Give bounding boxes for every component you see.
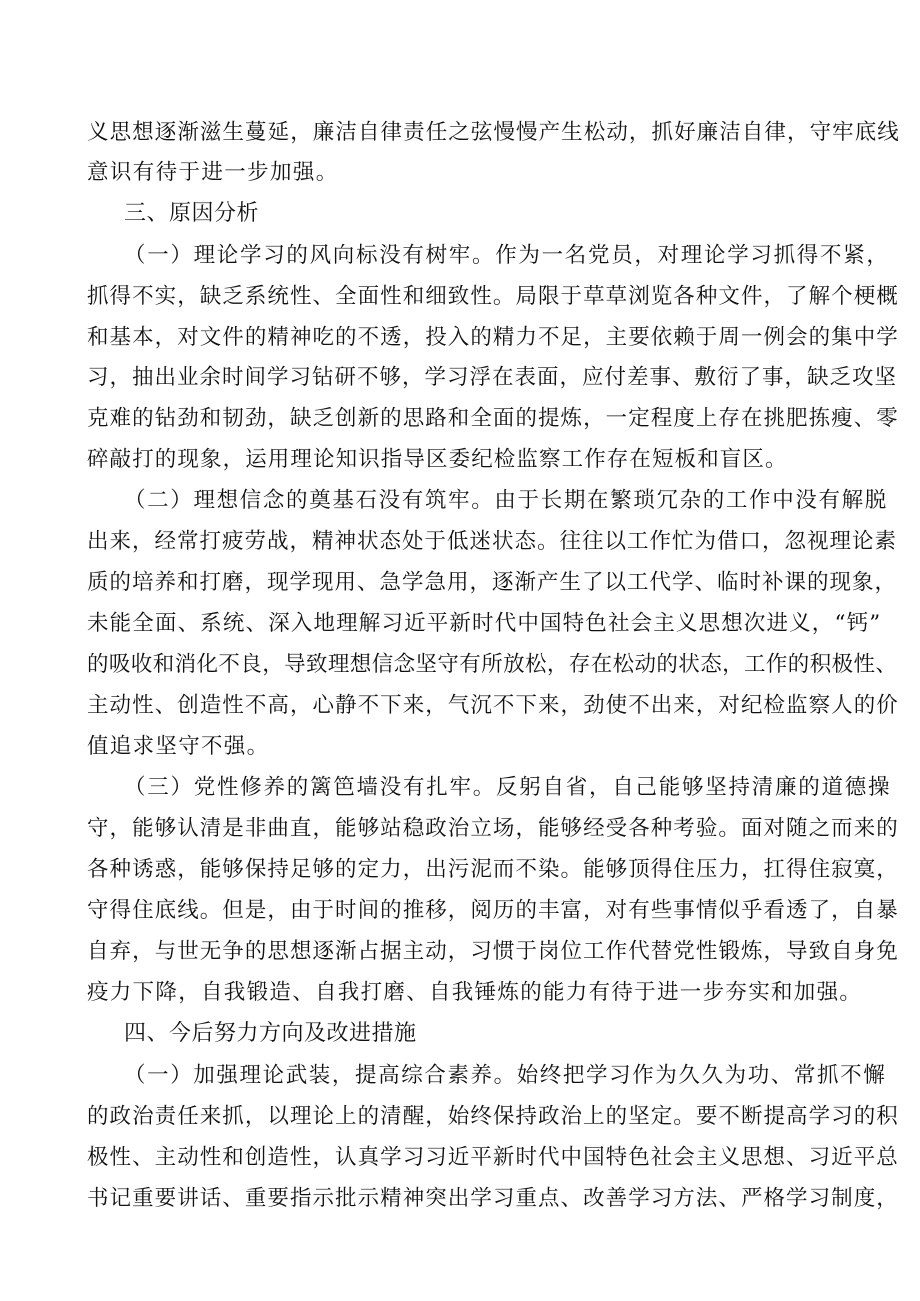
body-text-line: 的政治责任来抓，以理论上的清醒，始终保持政治上的坚定。要不断提高学习的积 [87,1104,899,1129]
body-text-line: 自弃，与世无争的思想逐渐占据主动，习惯于岗位工作代替党性锻炼，导致自身免 [87,939,899,964]
body-text-line: 未能全面、系统、深入地理解习近平新时代中国特色社会主义思想次进义，“钙” [87,611,882,636]
section-heading-cause-analysis: 三、原因分析 [124,201,260,226]
body-text-line: 书记重要讲话、重要指示批示精神突出学习重点、改善学习方法、严格学习制度， [87,1186,899,1211]
body-text-line: 出来，经常打疲劳战，精神状态处于低迷状态。往往以工作忙为借口，忽视理论素 [87,529,898,554]
body-text-line: 习，抽出业余时间学习钻研不够，学习浮在表面，应付差事、敷衍了事，缺乏攻坚 [87,365,898,390]
body-text-line: 抓得不实，缺乏系统性、全面性和细致性。局限于草草浏览各种文件，了解个梗概 [87,284,899,309]
body-text-line: 的吸收和消化不良，导致理想信念坚守有所放松，存在松动的状态，工作的积极性、 [87,652,898,677]
body-text-line: 各种诱惑，能够保持足够的定力，出污泥而不染。能够顶得住压力，扛得住寂寞， [87,857,899,882]
section-heading-improvement-measures: 四、今后努力方向及改进措施 [124,1021,417,1046]
body-text-line: 碎敲打的现象，运用理论知识指导区委纪检监察工作存在短板和盲区。 [87,447,788,472]
body-text-line: 守得住底线。但是，由于时间的推移，阅历的丰富，对有些事情似乎看透了，自暴 [87,898,899,923]
body-text-line: （二）理想信念的奠基石没有筑牢。由于长期在繁琐冗杂的工作中没有解脱 [124,488,888,513]
body-text-line: 和基本，对文件的精神吃的不透，投入的精力不足，主要依赖于周一例会的集中学 [87,325,899,350]
body-text-line: 守，能够认清是非曲直，能够站稳政治立场，能够经受各种考验。面对随之而来的 [87,816,899,841]
body-text-line: 主动性、创造性不高，心静不下来，气沉不下来，劲使不出来，对纪检监察人的价 [87,693,899,718]
body-text-line: （一）理论学习的风向标没有树牢。作为一名党员，对理论学习抓得不紧， [124,243,890,268]
body-text-line: （一）加强理论武装，提高综合素养。始终把学习作为久久为功、常抓不懈 [124,1063,887,1088]
body-text-line: 意识有待于进一步加强。 [87,160,339,185]
body-text-line: 值追求坚守不强。 [87,734,270,759]
body-text-line: 克难的钻劲和韧劲，缺乏创新的思路和全面的提炼，一定程度上存在挑肥拣瘦、零 [87,406,899,431]
body-text-line: 疫力下降，自我锻造、自我打磨、自我锤炼的能力有待于进一步夯实和加强。 [87,980,863,1005]
body-text-line: 义思想逐渐滋生蔓延，廉洁自律责任之弦慢慢产生松动，抓好廉洁自律，守牢底线 [87,120,900,145]
body-text-line: 极性、主动性和创造性，认真学习习近平新时代中国特色社会主义思想、习近平总 [87,1145,899,1170]
body-text-line: 质的培养和打磨，现学现用、急学急用，逐渐产生了以工代学、临时补课的现象， [87,570,898,595]
body-text-line: （三）党性修养的篱笆墙没有扎牢。反躬自省，自己能够坚持清廉的道德操 [124,775,892,800]
